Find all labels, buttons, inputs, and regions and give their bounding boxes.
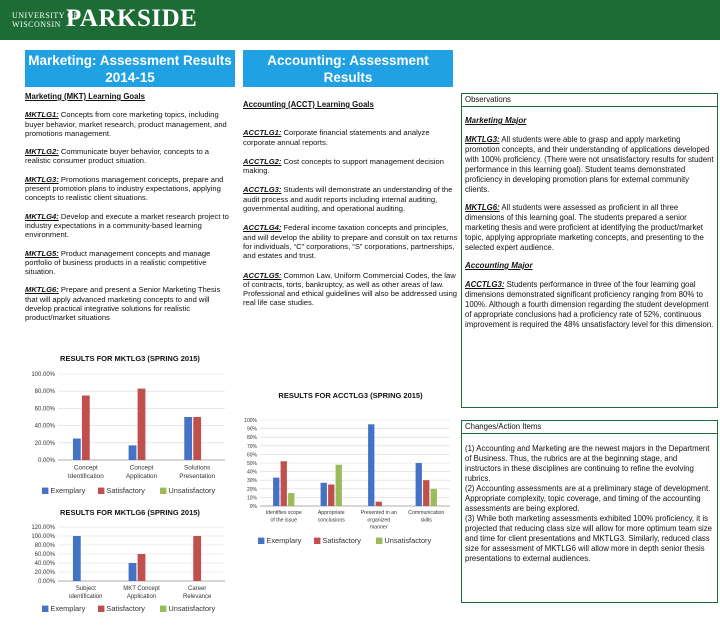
goal-id: ACCTLG5: bbox=[243, 270, 282, 280]
y-tick-label: 100.00% bbox=[31, 372, 55, 378]
x-category-label: conclusions bbox=[317, 517, 345, 524]
x-category-label: MKT Concept bbox=[123, 586, 160, 592]
changes-box bbox=[461, 420, 718, 603]
y-tick-label: 100% bbox=[244, 418, 257, 424]
bar-satisfactory bbox=[193, 536, 201, 581]
bar-satisfactory bbox=[193, 417, 201, 460]
accounting-goals-title: Accounting (ACCT) Learning Goals bbox=[243, 100, 374, 109]
y-tick-label: 50% bbox=[246, 461, 257, 467]
goal-text: Cost concepts to support management decision making. bbox=[243, 156, 444, 176]
legend-label: Exemplary bbox=[50, 604, 86, 613]
legend-label: Exemplary bbox=[266, 536, 302, 545]
bar-exemplary bbox=[129, 445, 137, 460]
legend-swatch bbox=[314, 538, 320, 544]
bar-satisfactory bbox=[138, 389, 146, 460]
chart-mktlg3 bbox=[20, 366, 240, 501]
accounting-banner bbox=[243, 50, 453, 102]
goal-text: Communicate buyer behavior, concepts to a realistic consumer product situation. bbox=[25, 147, 210, 166]
bar-unsatisfactory bbox=[288, 493, 294, 506]
goal-id: ACCTLG4: bbox=[243, 223, 282, 233]
goal-id: MKTLG2: bbox=[25, 147, 59, 157]
legend-label: Satisfactory bbox=[106, 486, 146, 495]
y-tick-label: 0.00% bbox=[37, 458, 55, 464]
marketing-goal bbox=[25, 285, 235, 322]
observations-box bbox=[461, 93, 718, 408]
x-category-label: Concept bbox=[129, 464, 154, 472]
goal-text: Product management concepts and manage portfolio of business products in a realistic competitive situation. bbox=[25, 248, 211, 277]
marketing-goal bbox=[25, 147, 235, 166]
paragraph-id: MKTLG6: bbox=[465, 203, 500, 212]
x-category-label: Identification bbox=[67, 472, 104, 480]
x-category-label: Presented in an bbox=[360, 510, 397, 517]
chart-title-acctlg3: RESULTS FOR ACCTLG3 (SPRING 2015) bbox=[278, 391, 423, 400]
y-tick-label: 10% bbox=[246, 495, 257, 502]
accounting-banner-line-2: 2014-15 bbox=[323, 87, 373, 102]
bar-exemplary bbox=[416, 463, 422, 506]
observation-paragraph bbox=[465, 135, 714, 195]
chart-acctlg3 bbox=[238, 404, 460, 549]
x-category-label: identification bbox=[69, 594, 103, 600]
paragraph-id: MKTLG3: bbox=[465, 135, 500, 144]
x-category-label: skills bbox=[420, 517, 432, 524]
change-item: (3) While both marketing assessments exhibited 100% proficiency, it is projected that reducing class size will allow for more optimum team size and time for client presentations and MKTLG3. Similarly, reduced class size for assessment of MKTLG6 will allow more in depth senior thesis presentations to external audiences. bbox=[465, 514, 712, 563]
observation-paragraph bbox=[465, 203, 714, 253]
y-tick-label: 40% bbox=[246, 469, 257, 476]
y-tick-label: 0.00% bbox=[37, 579, 55, 585]
chart-mktlg6 bbox=[20, 521, 240, 627]
bar-exemplary bbox=[184, 417, 192, 460]
y-tick-label: 20% bbox=[246, 486, 257, 493]
y-tick-label: 30% bbox=[246, 478, 257, 485]
x-category-label: Appropriate bbox=[317, 510, 345, 517]
logo-line-2: WISCONSIN bbox=[12, 20, 61, 29]
accounting-banner-line-1: Accounting: Assessment Results bbox=[267, 53, 429, 85]
goal-text: Students will demonstrate an understanding of the audit process and audit reports including internal auditing, governmental auditing, and operational auditing. bbox=[243, 185, 453, 214]
bar-satisfactory bbox=[281, 461, 287, 506]
goal-id: MKTLG6: bbox=[25, 285, 59, 295]
header-bar bbox=[0, 0, 720, 40]
x-category-label: organized bbox=[367, 517, 391, 524]
goal-text: Prepare and present a Senior Marketing Thesis that will apply advanced marketing concepts to and will develop practical integrative solutions for realistic product/market situations bbox=[25, 285, 221, 323]
y-tick-label: 20.00% bbox=[34, 440, 55, 447]
accounting-goal bbox=[243, 157, 458, 176]
x-category-label: Career bbox=[187, 586, 207, 592]
marketing-banner-line-2: 2014-15 bbox=[105, 70, 155, 85]
bar-satisfactory bbox=[376, 502, 382, 506]
accounting-goal bbox=[243, 128, 458, 147]
y-tick-label: 60.00% bbox=[34, 552, 55, 558]
goal-id: ACCTLG3: bbox=[243, 185, 282, 195]
change-item: (2) Accounting assessments are at a preliminary stage of development. Appropriate complexity, topic coverage, and timing of the accounting assessments are being explored. bbox=[465, 484, 711, 513]
legend-swatch bbox=[160, 606, 166, 612]
accounting-goal bbox=[243, 223, 458, 260]
y-tick-label: 60.00% bbox=[34, 406, 55, 413]
y-tick-label: 100.00% bbox=[31, 534, 55, 540]
x-category-label: Concept bbox=[73, 464, 98, 472]
legend-label: Unsatisfactory bbox=[168, 604, 216, 613]
accounting-goal bbox=[243, 271, 458, 308]
bar-exemplary bbox=[129, 563, 137, 581]
legend-label: Unsatisfactory bbox=[168, 486, 216, 495]
logo-line-1: UNIVERSITY OF bbox=[12, 11, 79, 20]
chart-title-mktlg6: RESULTS FOR MKTLG6 (SPRING 2015) bbox=[60, 508, 200, 517]
legend-label: Unsatisfactory bbox=[384, 536, 432, 545]
legend-swatch bbox=[42, 488, 48, 494]
legend-label: Satisfactory bbox=[322, 536, 362, 545]
goal-id: MKTLG4: bbox=[25, 211, 59, 221]
x-category-label: manner bbox=[369, 524, 388, 531]
legend-swatch bbox=[160, 488, 166, 494]
legend-swatch bbox=[376, 538, 382, 544]
x-category-label: Application bbox=[125, 472, 158, 480]
goal-id: MKTLG5: bbox=[25, 248, 59, 258]
y-tick-label: 90% bbox=[246, 426, 257, 433]
x-category-label: Solutions bbox=[184, 464, 211, 472]
paragraph-text: Students performance in three of the four learning goal dimensions demonstrated significant proficiency ranging from 80% to 100%. Although a fourth dimension regarding the student development of appropriate conclusions had a proficiency rate of 52%, continuous improvement is required the 48% unsatisfactory level for this dimension. bbox=[465, 280, 714, 329]
paragraph-text: All students were assessed as proficient in all three dimensions of this learning goal. The students prepared a senior marketing thesis and were proficient at identifying the product/market topic, applying appropriate marketing concepts, and presenting to the selected expert audience. bbox=[465, 203, 704, 252]
marketing-goal bbox=[25, 212, 235, 240]
y-tick-label: 80.00% bbox=[34, 389, 55, 396]
x-category-label: Application bbox=[126, 594, 157, 600]
y-tick-label: 70% bbox=[246, 443, 257, 450]
legend-label: Exemplary bbox=[50, 486, 86, 495]
x-category-label: Identifies scope bbox=[265, 510, 302, 517]
changes-title: Changes/Action Items bbox=[462, 421, 717, 434]
marketing-goal bbox=[25, 110, 235, 138]
accounting-major-heading: Accounting Major bbox=[465, 261, 533, 270]
x-category-label: Subject bbox=[75, 586, 96, 592]
y-tick-label: 20.00% bbox=[34, 570, 55, 576]
y-tick-label: 0% bbox=[249, 504, 257, 510]
bar-exemplary bbox=[273, 478, 279, 506]
accounting-goal bbox=[243, 185, 458, 213]
change-item: (1) Accounting and Marketing are the newest majors in the Department of Business. Thus, the rubrics are at the beginning stage, and instructors in these disciplines are continuing to refine the evolving rubrics. bbox=[465, 444, 710, 483]
y-tick-label: 80% bbox=[246, 435, 257, 442]
goal-id: MKTLG1: bbox=[25, 110, 59, 120]
y-tick-label: 60% bbox=[246, 452, 257, 459]
bar-satisfactory bbox=[82, 396, 90, 461]
bar-exemplary bbox=[73, 439, 81, 461]
marketing-banner bbox=[25, 50, 235, 87]
goal-id: ACCTLG2: bbox=[243, 156, 282, 166]
y-tick-label: 120.00% bbox=[31, 525, 55, 531]
bar-satisfactory bbox=[423, 480, 429, 506]
y-tick-label: 40.00% bbox=[34, 423, 55, 430]
observations-title: Observations bbox=[462, 94, 717, 107]
chart-title-mktlg3: RESULTS FOR MKTLG3 (SPRING 2015) bbox=[60, 354, 200, 363]
goal-text: Common Law, Uniform Commercial Codes, the law of contracts, torts, bankruptcy, as well as other areas of law. Professional and ethical guidelines will also be addressed using real life case studies. bbox=[243, 270, 458, 308]
y-tick-label: 40.00% bbox=[34, 561, 55, 567]
legend-swatch bbox=[98, 488, 104, 494]
marketing-goals-column bbox=[25, 92, 235, 332]
bar-exemplary bbox=[73, 536, 81, 581]
marketing-major-heading: Marketing Major bbox=[465, 116, 527, 125]
x-category-label: Communication bbox=[408, 510, 445, 517]
marketing-banner-line-1: Marketing: Assessment Results bbox=[28, 53, 232, 68]
marketing-goal bbox=[25, 175, 235, 203]
observation-paragraph bbox=[465, 280, 714, 330]
goal-id: MKTLG3: bbox=[25, 174, 59, 184]
marketing-goals-title: Marketing (MKT) Learning Goals bbox=[25, 92, 145, 101]
bar-unsatisfactory bbox=[336, 465, 342, 506]
bar-exemplary bbox=[368, 424, 374, 506]
bar-exemplary bbox=[321, 483, 327, 506]
goal-text: Develop and execute a market research project to industry expectations in a community-based learning environment. bbox=[25, 211, 229, 240]
bar-satisfactory bbox=[138, 554, 146, 581]
marketing-goal bbox=[25, 249, 235, 277]
goal-text: Federal income taxation concepts and principles, and will develop the ability to prepare and consult on tax returns for individuals, “C” corporations, “S” corporations, partnerships, and estates and trust. bbox=[243, 223, 458, 261]
legend-swatch bbox=[98, 606, 104, 612]
bar-satisfactory bbox=[328, 485, 334, 507]
legend-label: Satisfactory bbox=[106, 604, 146, 613]
goal-id: ACCTLG1: bbox=[243, 128, 282, 138]
accounting-goals-column bbox=[243, 100, 458, 318]
goal-text: Concepts from core marketing topics, including buyer behavior, market research, product management, and promotions management. bbox=[25, 110, 227, 138]
bar-unsatisfactory bbox=[431, 489, 437, 506]
paragraph-text: All students were able to grasp and apply marketing promotion concepts, and their understanding of applications developed with 100% proficiency. (There were not unsatisfactory results for student performance in this learning goal). Student teams demonstrated proficiency in developing promotion plans for external community clients. bbox=[465, 135, 714, 194]
legend-swatch bbox=[42, 606, 48, 612]
x-category-label: of the issue bbox=[270, 517, 298, 524]
university-logo: PARKSIDE bbox=[66, 5, 198, 32]
x-category-label: Presentation bbox=[179, 472, 216, 480]
goal-text: Corporate financial statements and analyze corporate annual reports. bbox=[243, 128, 430, 147]
x-category-label: Relevance bbox=[182, 594, 212, 600]
legend-swatch bbox=[258, 538, 264, 544]
y-tick-label: 80.00% bbox=[34, 543, 55, 549]
paragraph-id: ACCTLG3: bbox=[465, 280, 505, 289]
goal-text: Promotions management concepts, prepare and present promotion plans to industry expectations, applying concepts to realistic client situations. bbox=[25, 174, 224, 203]
